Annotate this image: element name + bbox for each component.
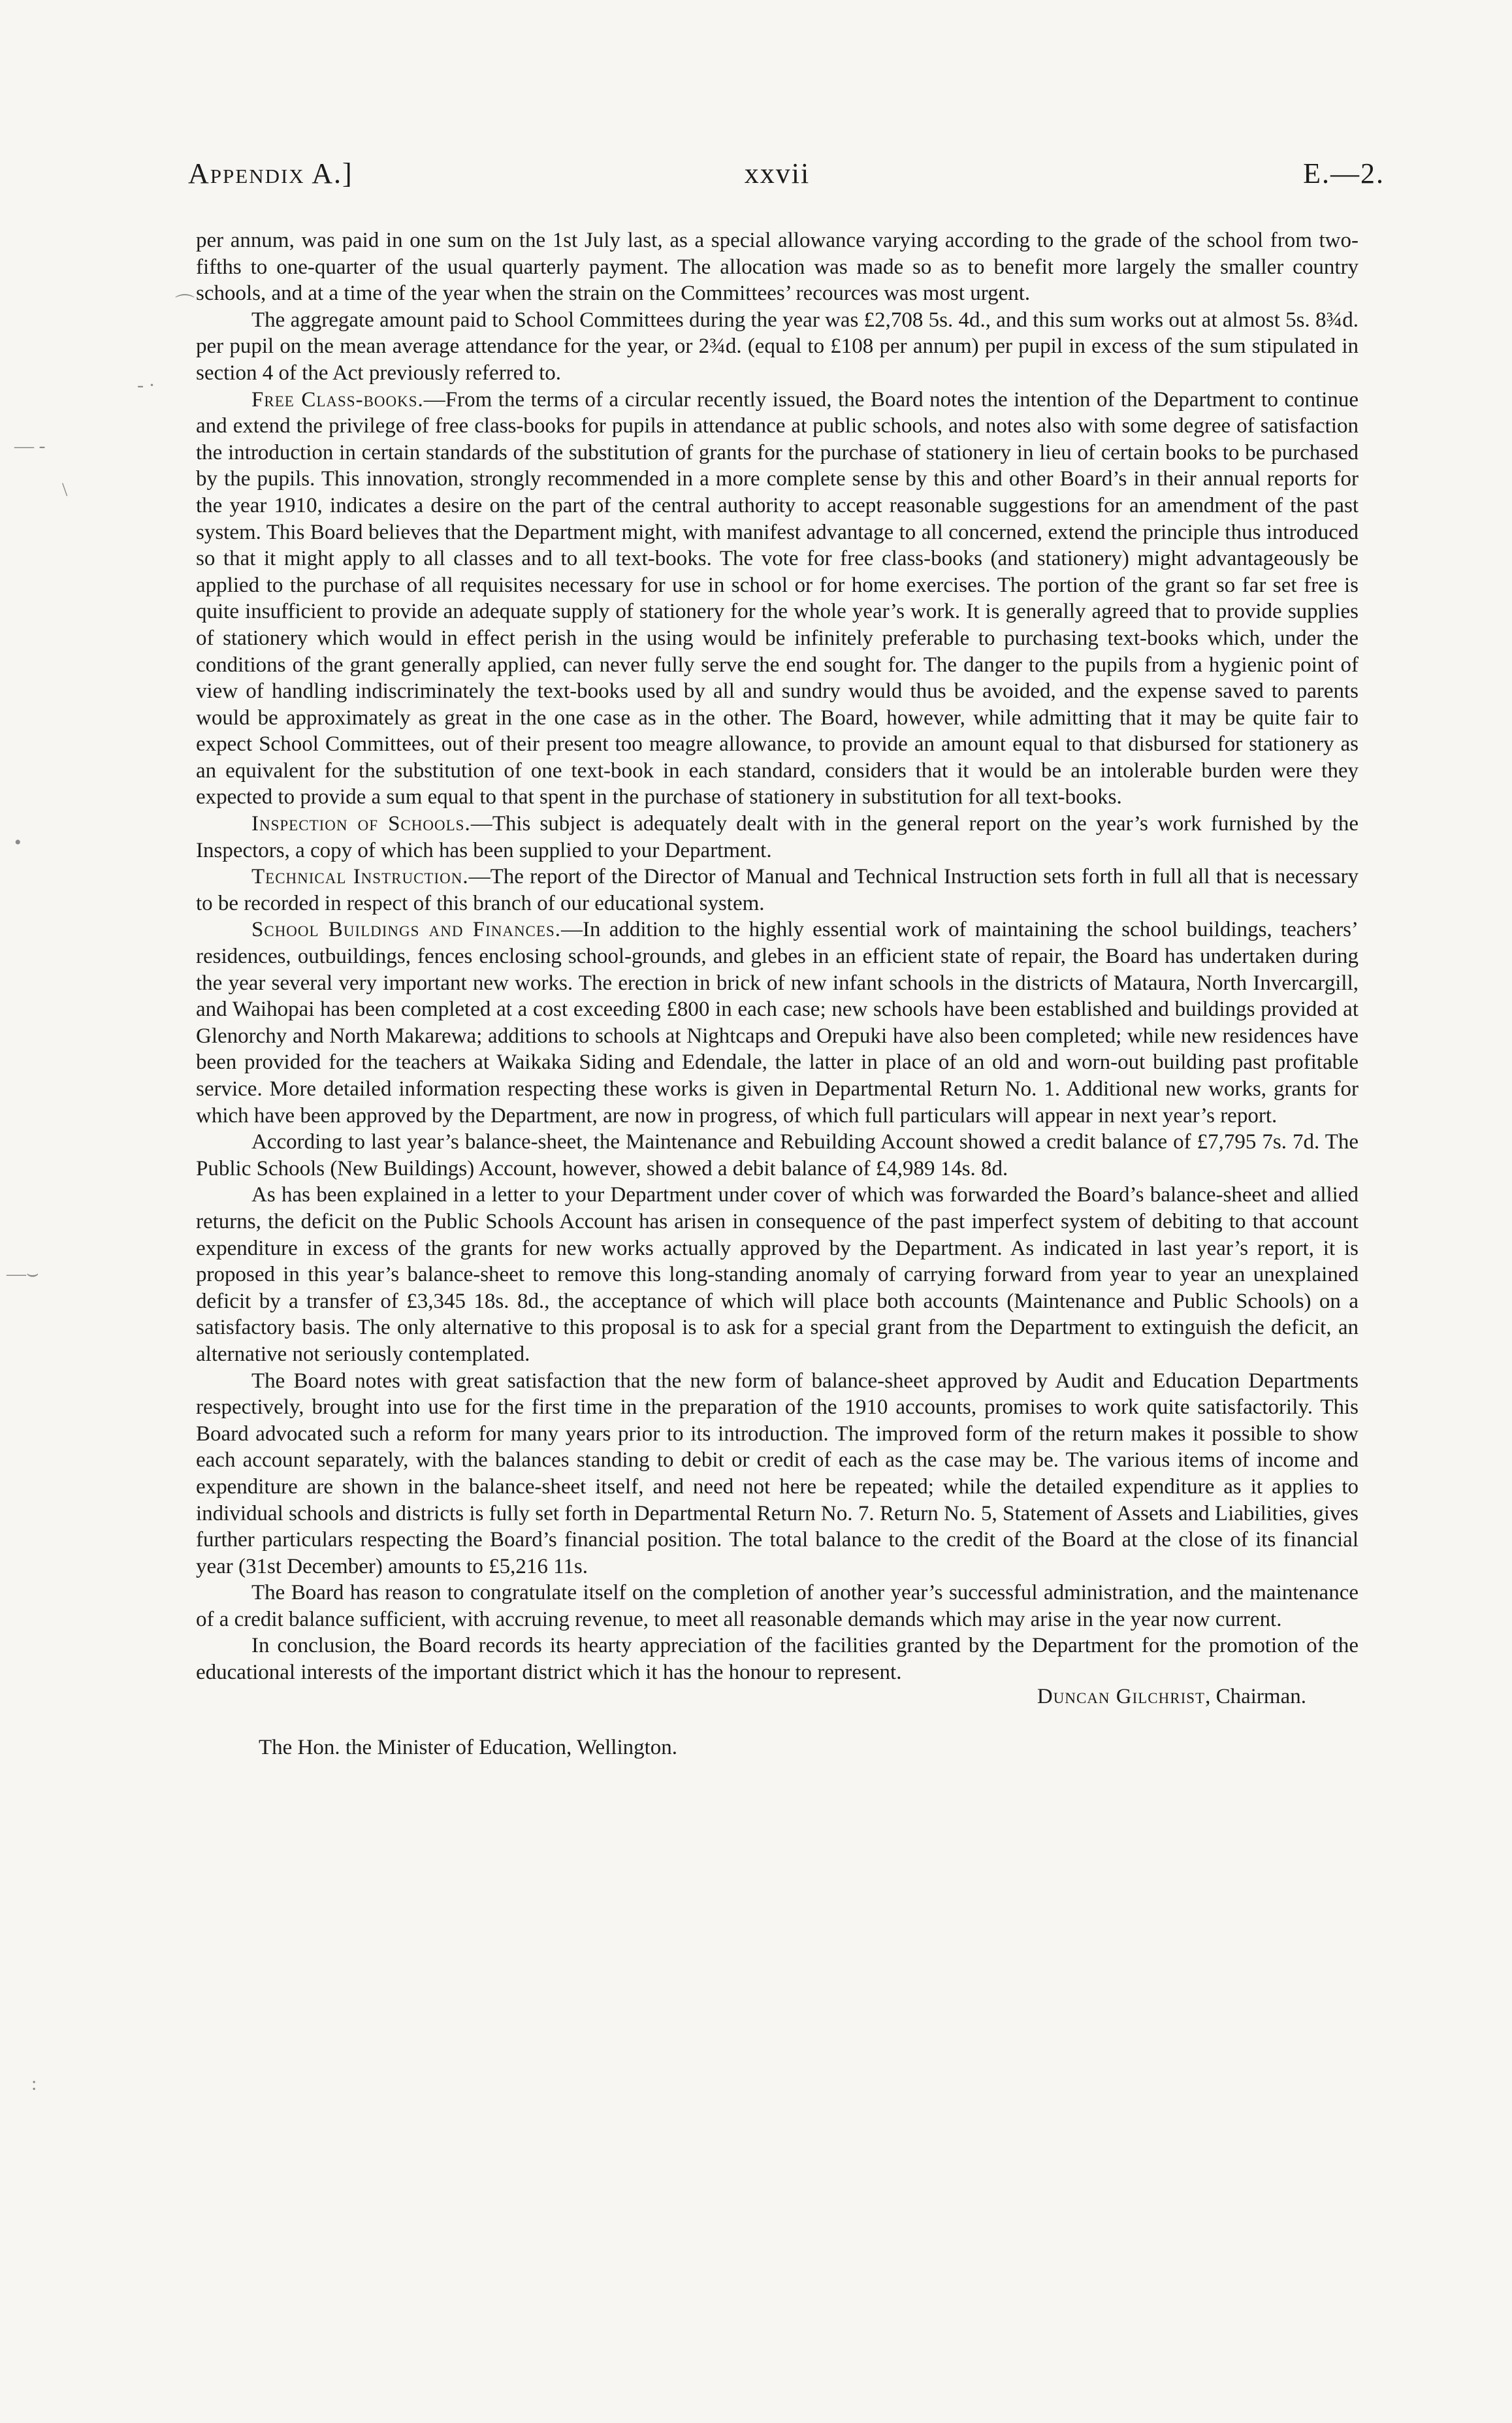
section-heading: School Buildings and Finances. xyxy=(251,918,561,942)
margin-mark: : xyxy=(31,2073,37,2094)
section-heading: Inspection of Schools. xyxy=(251,812,471,836)
margin-mark: —⌣ xyxy=(7,1263,39,1284)
margin-mark: \ xyxy=(62,479,68,500)
section-heading: Free Class-books. xyxy=(251,387,424,412)
header-paper-ref: E.—2. xyxy=(1303,157,1385,189)
signature-block xyxy=(196,1683,1359,1710)
signatory-title: , Chairman. xyxy=(1205,1684,1306,1708)
paragraph: School Buildings and Finances.—In addition to the highly essential work of maintaining the school buildings, teachers’ residences, outbuildings, fences enclosing school-grounds, and glebes in an efficient state of repair, the Board has undertaken during the year several very important new works. The erection in brick of new infant schools in the districts of Mataura, North Invercargill, and Waihopai has been completed at a cost exceeding £800 in each case; new schools have been established and buildings provided at Glenorchy and North Makarewa; additions to schools at Nightcaps and Orepuki have also been completed; while new residences have been provided for the teachers at Waikaka Siding and Edendale, the latter in place of an old and worn-out building past profitable service. More detailed information respecting these works is given in Departmental Return No. 1. Additional new works, grants for which have been approved by the Department, are now in progress, of which full particulars will appear in next year’s report. xyxy=(196,918,1359,1128)
addressee: The Hon. the Minister of Education, Wellington. xyxy=(259,1735,678,1759)
signatory-name: Duncan Gilchrist xyxy=(1037,1684,1206,1708)
paragraph: The aggregate amount paid to School Committees during the year was £2,708 5s. 4d., and this sum works out at almost 5s. 8¾d. per pupil on the mean average attendance for the year, or 2¾d. (equal to £108 per annum) per pupil in excess of the sum stipulated in section 4 of the Act previously referred to. xyxy=(196,308,1359,385)
paragraph: In conclusion, the Board records its hearty appreciation of the facilities granted by the Department for the promotion of the educational interests of the important district which it has the honour to represent. xyxy=(196,1634,1359,1685)
header-appendix: Appendix A.] xyxy=(188,157,353,189)
margin-mark: — - xyxy=(14,435,46,457)
paragraph: As has been explained in a letter to your Department under cover of which was forwarded the Board’s balance-sheet and allied returns, the deficit on the Public Schools Account has arisen in consequence of the past imperfect system of debiting to that account expenditure in excess of the grants for new works actually approved by the Department. As indicated in last year’s report, it is proposed in this year’s balance-sheet to remove this long-standing anomaly of carrying forward from year to year an unexplained deficit by a transfer of £3,345 18s. 8d., the acceptance of which will place both accounts (Maintenance and Public Schools) on a satisfactory basis. The only alternative to this proposal is to ask for a special grant from the Department to extinguish the deficit, an alternative not seriously contemplated. xyxy=(196,1183,1359,1366)
body-text xyxy=(196,227,1359,1686)
margin-mark: - · xyxy=(137,374,155,396)
paragraph: per annum, was paid in one sum on the 1st July last, as a special allowance varying according to the grade of the school from two-fifths to one-quarter of the usual quarterly payment. The allocation was made so as to benefit more largely the smaller country schools, and at a time of the year when the strain on the Committees’ recources was most urgent. xyxy=(196,229,1359,306)
paragraph: Technical Instruction.—The report of the Director of Manual and Technical Instruction sets forth in full all that is necessary to be recorded in respect of this branch of our educational system. xyxy=(196,865,1359,915)
document-page xyxy=(188,157,1385,1761)
paragraph: Free Class-books.—From the terms of a circular recently issued, the Board notes the intention of the Department to continue and extend the privilege of free class-books for pupils in attendance at public schools, and notes also with some degree of satisfaction the introduction in certain standards of the substitution of grants for the purchase of stationery in lieu of certain books to be purchased by the pupils. This innovation, strongly recommended in a more complete sense by this and other Board’s in their annual reports for the year 1910, indicates a desire on the part of the central authority to accept reasonable suggestions for an amendment of the past system. This Board believes that the Department might, with manifest advantage to all concerned, extend the principle thus introduced so that it might apply to all classes and to all text-books. The vote for free class-books (and stationery) might advantageously be applied to the purchase of all requisites necessary for use in school or for home exercises. The portion of the grant so far set free is quite insufficient to provide an adequate supply of stationery for the whole year’s work. It is generally agreed that to provide supplies of stationery which would in effect perish in the using would be infinitely preferable to purchasing text-books which, under the conditions of the grant generally applied, can never fully serve the end sought for. The danger to the pupils from a hygienic point of view of handling indiscriminately the text-books used by all and sundry would thus be avoided, and the expense saved to parents would be approximately as great in the one case as in the other. The Board, however, while admitting that it may be quite fair to expect School Committees, out of their present too meagre allowance, to provide an amount equal to that disbursed for stationery as an equivalent for the substitution of one text-book in each standard, considers that it would be an intolerable burden were they expected to provide a sum equal to that spent in the purchase of stationery in substitution for all text-books. xyxy=(196,387,1359,809)
paragraph: According to last year’s balance-sheet, the Maintenance and Rebuilding Account showed a credit balance of £7,795 7s. 7d. The Public Schools (New Buildings) Account, however, showed a debit balance of £4,989 14s. 8d. xyxy=(196,1130,1359,1180)
margin-mark: ⌒ xyxy=(175,294,195,316)
paragraph: Inspection of Schools.—This subject is adequately dealt with in the general report on the year’s work furnished by the Inspectors, a copy of which has been supplied to your Department. xyxy=(196,812,1359,862)
margin-mark: • xyxy=(14,832,22,853)
section-heading: Technical Instruction. xyxy=(251,865,469,889)
header-page-number: xxvii xyxy=(744,157,811,189)
running-header xyxy=(188,157,1385,203)
paragraph: The Board notes with great satisfaction that the new form of balance-sheet approved by Audit and Education Departments respectively, brought into use for the first time in the preparation of the 1910 accounts, promises to work quite satisfactorily. This Board advocated such a reform for many years prior to its introduction. The improved form of the return makes it possible to show each account separately, with the balances standing to debit or credit of each as the case may be. The various items of income and expenditure are shown in the balance-sheet itself, and need not here be repeated; while the detailed expenditure as it applies to individual schools and districts is fully set forth in Departmental Return No. 7. Return No. 5, Statement of Assets and Liabilities, gives further particulars respecting the Board’s financial position. The total balance to the credit of the Board at the close of its financial year (31st December) amounts to £5,216 11s. xyxy=(196,1369,1359,1578)
paragraph: The Board has reason to congratulate itself on the completion of another year’s successful administration, and the maintenance of a credit balance sufficient, with accruing revenue, to meet all reasonable demands which may arise in the year now current. xyxy=(196,1581,1359,1631)
